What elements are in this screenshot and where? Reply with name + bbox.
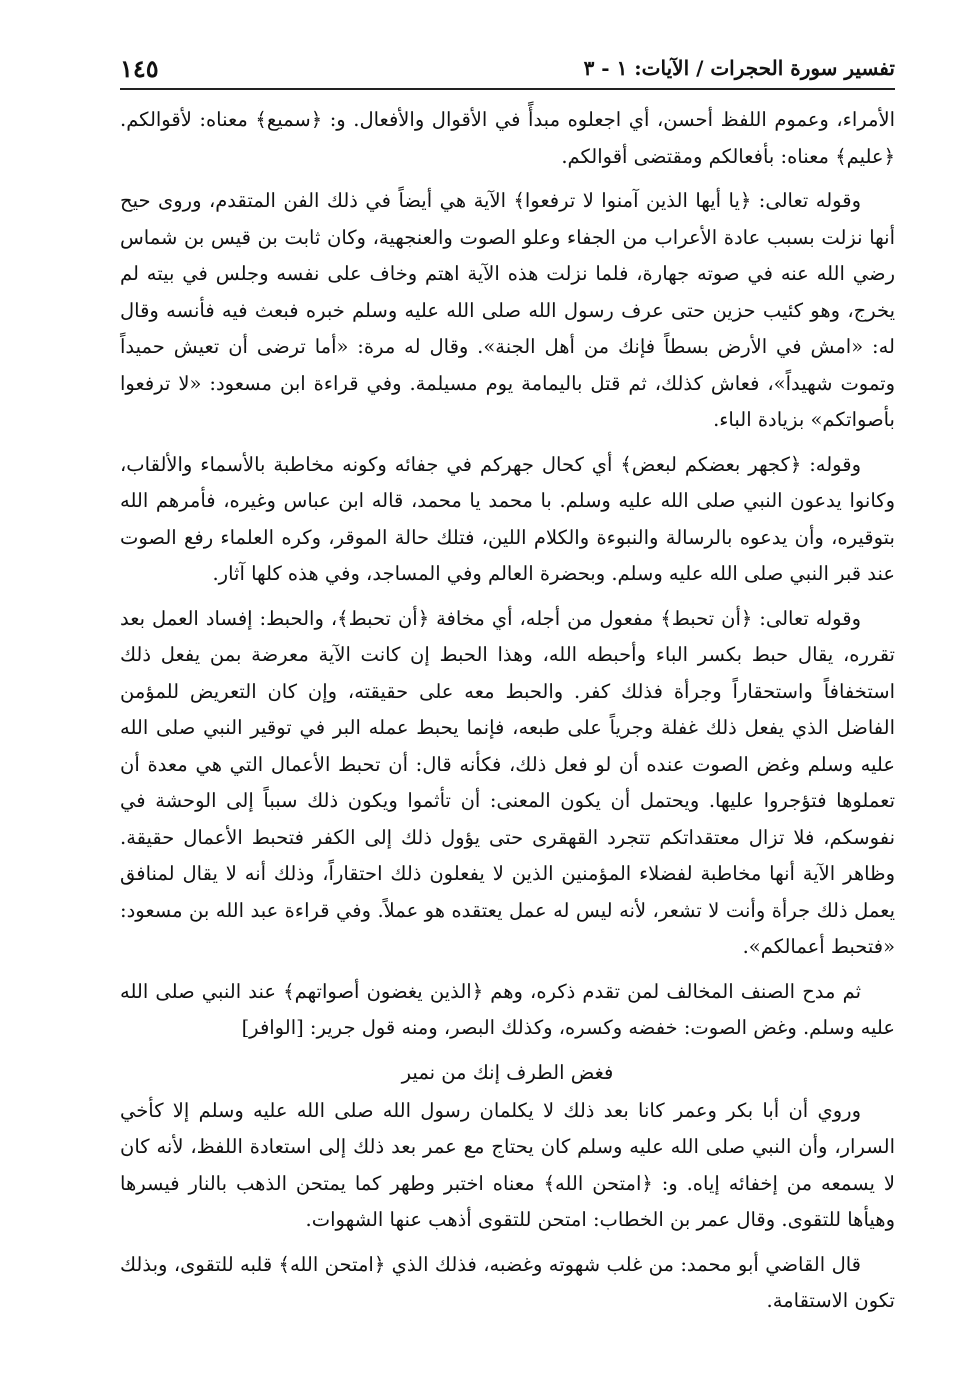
running-header: [120, 48, 895, 90]
paragraph-6: وروي أن أبا بكر وعمر كانا بعد ذلك لا يكلمان رسول الله صلى الله عليه وسلم إلا كأخي السرار، وأن النبي صلى الله عليه وسلم كان يحتاج مع عمر بعد ذلك إلى استعادة اللفظ، لأنه كان لا يسمعه من إخفائه إياه. و: ﴿امتحن الله﴾ معناه اختبر وطهر كما يمتحن الذهب بالنار فيسرها وهيأها للتقوى. وقال عمر بن الخطاب: امتحن للتقوى أذهب عنها الشهوات.: [120, 1098, 895, 1231]
paragraph-2: وقوله تعالى: ﴿يا أيها الذين آمنوا لا ترفعوا﴾ الآية هي أيضاً في ذلك الفن المتقدم، وروى حيح أنها نزلت بسبب عادة الأعراب من الجفاء وعلو الصوت والعنجهية، وكان ثابت بن قيس بن شماس رضي الله عنه في صوته جهارة، فلما نزلت هذه الآية اهتم وخاف على نفسه وجلس في بيته لم يخرج، وهو كئيب حزين حتى عرف رسول الله صلى الله عليه وسلم خبره فبعث فيه فأنسه وقال له: «امش في الأرض بسطاً فإنك من أهل الجنة». وقال له مرة: «أما ترضى أن تعيش حميداً وتموت شهيداً»، فعاش كذلك، ثم قتل باليمامة يوم مسيلمة. وفي قراءة ابن مسعود: «لا ترفعوا بأصواتكم» بزيادة الباء.: [120, 189, 895, 431]
paragraph-4: وقوله تعالى: ﴿أن تحبط﴾ مفعول من أجله، أي مخافة ﴿أن تحبط﴾، والحبط: إفساد العمل بعد تقرره، يقال حبط بكسر الباء وأحبطه الله، وهذا الحبط إن كانت الآية معرضة بمن يفعل ذلك استخفافاً واستحقاراً وجرأة فذلك كفر. والحبط معه على حقيقته، وإن كان التعريض للمؤمن الفاضل الذي يفعل ذلك غفلة وجرياً على طبعه، فإنما يحبط عمله البر في توقير النبي صلى الله عليه وسلم وغض الصوت عنده أن لو فعل ذلك، فكأنه قال: أن تحبط الأعمال التي هي معدة أن تعملوها فتؤجروا عليها. ويحتمل أن يكون المعنى: أن تأثموا ويكون ذلك سبباً إلى الوحشة في نفوسكم، فلا تزال معتقداتكم تتجرد القهقرى حتى يؤول ذلك إلى الكفر فتحبط الأعمال حقيقة. وظاهر الآية أنها مخاطبة لفضلاء المؤمنين الذين لا يفعلون ذلك احتقاراً، وذلك أنه لا يقال لمنافق يعمل ذلك جرأة وأنت لا تشعر، لأنه ليس له عمل يعتقده هو عملاً. وفي قراءة عبد الله بن مسعود: «فتحبط أعمالكم».: [120, 606, 895, 958]
paragraph-7: قال القاضي أبو محمد: من غلب شهوته وغضبه، فذلك الذي ﴿امتحن الله﴾ قلبه للتقوى، وبذلك تكون الاستقامة.: [120, 1252, 895, 1312]
header-title: تفسير سورة الحجرات / الآيات: ١ - ٣: [583, 56, 895, 80]
page-number: ١٤٥: [120, 53, 159, 83]
paragraph-3: وقوله: ﴿كجهر بعضكم لبعض﴾ أي كحال جهركم في جفائه وكونه مخاطبة بالأسماء والألقاب، وكانوا يدعون النبي صلى الله عليه وسلم. با محمد يا محمد، قاله ابن عباس وغيره، فأمرهم الله بتوقيره، وأن يدعوه بالرسالة والنبوءة والكلام اللين، فتلك حالة الموقر، وكره العلماء رفع الصوت عند قبر النبي صلى الله عليه وسلم. وبحضرة العالم وفي المساجد، وفي هذه كلها آثار.: [120, 452, 895, 585]
paragraph-5: ثم مدح الصنف المخالف لمن تقدم ذكره، وهم ﴿الذين يغضون أصواتهم﴾ عند النبي صلى الله عليه وسلم. وغض الصوت: خفضه وكسره، وكذلك البصر، ومنه قول جرير: [الوافر]: [120, 979, 895, 1039]
paragraph-1: الأمراء، وعموم اللفظ أحسن، أي اجعلوه مبدأً في الأقوال والأفعال. و: ﴿سميع﴾ معناه: لأقوالكم. ﴿عليم﴾ معناه: بأفعالكم ومقتضى أقوالكم.: [120, 108, 895, 168]
poetry-verse: فغض الطرف إنك من نمير: [401, 1060, 614, 1084]
page: [120, 48, 895, 1328]
